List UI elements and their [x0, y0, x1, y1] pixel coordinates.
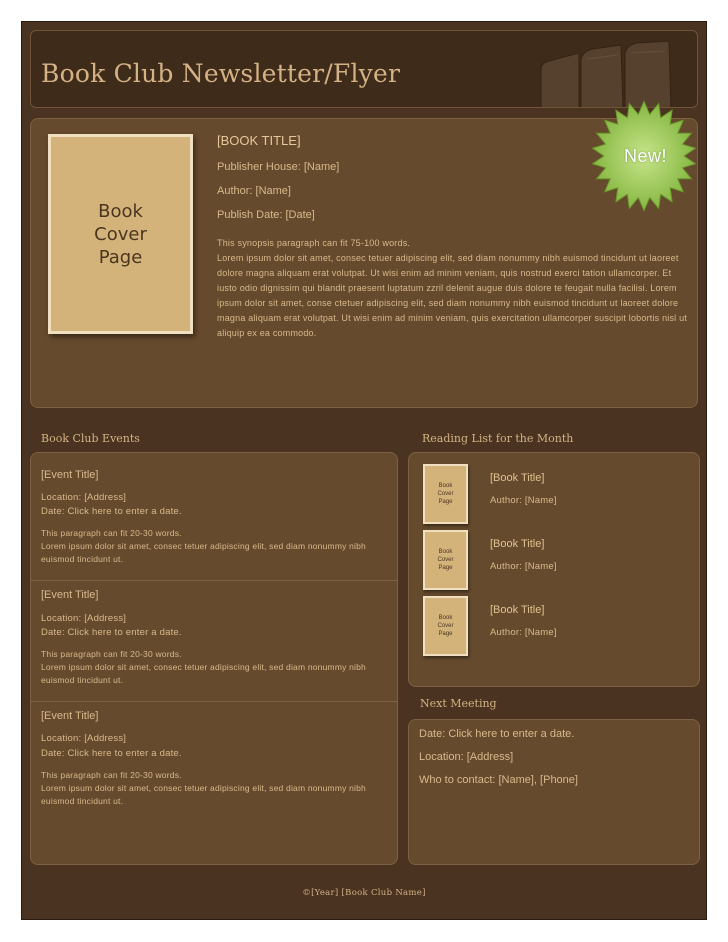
reading-list-panel: [408, 452, 700, 687]
event-divider: [31, 580, 397, 581]
event-paragraph[interactable]: This paragraph can fit 20-30 words. Lorem ipsum dolor sit amet, consec tetuer adipiscing elit, sed diam nonummy nibh euismod tincidunt ut.: [41, 528, 366, 564]
header-banner: [30, 30, 698, 108]
reading-book-author[interactable]: Author: [Name]: [490, 495, 557, 506]
event-paragraph[interactable]: This paragraph can fit 20-30 words. Lorem ipsum dolor sit amet, consec tetuer adipiscing elit, sed diam nonummy nibh euismod tincidunt ut.: [41, 770, 366, 806]
event-date[interactable]: Date: Click here to enter a date.: [41, 506, 182, 517]
next-meeting-heading: Next Meeting: [420, 697, 497, 710]
event-title[interactable]: [Event Title]: [41, 589, 99, 601]
reading-list-heading: Reading List for the Month: [422, 432, 574, 445]
book-cover-thumbnail[interactable]: [423, 596, 468, 656]
cover-text: Book Cover Page: [437, 483, 454, 505]
reading-book-title[interactable]: [Book Title]: [490, 604, 545, 616]
event-location[interactable]: Location: [Address]: [41, 492, 127, 503]
book-cover-thumbnail[interactable]: [423, 530, 468, 590]
cover-text-line: Page: [98, 246, 143, 268]
reading-book-author[interactable]: Author: [Name]: [490, 627, 557, 638]
event-divider: [31, 701, 397, 702]
meeting-contact[interactable]: Who to contact: [Name], [Phone]: [419, 774, 578, 786]
author-field[interactable]: Author: [Name]: [217, 185, 291, 197]
next-meeting-panel: [408, 719, 700, 865]
cover-text: Book Cover Page: [437, 549, 454, 571]
newsletter-page: [21, 21, 707, 920]
cover-text: Book Cover Page: [437, 615, 454, 637]
publisher-field[interactable]: Publisher House: [Name]: [217, 161, 340, 173]
book-cover-thumbnail[interactable]: [423, 464, 468, 524]
publish-date-field[interactable]: Publish Date: [Date]: [217, 209, 315, 221]
reading-book-title[interactable]: [Book Title]: [490, 538, 545, 550]
event-title[interactable]: [Event Title]: [41, 710, 99, 722]
event-date[interactable]: Date: Click here to enter a date.: [41, 748, 182, 759]
newsletter-title: Book Club Newsletter/Flyer: [41, 59, 401, 88]
events-panel: [30, 452, 398, 865]
event-title[interactable]: [Event Title]: [41, 469, 99, 481]
featured-book-title[interactable]: [BOOK TITLE]: [217, 133, 301, 148]
event-date[interactable]: Date: Click here to enter a date.: [41, 627, 182, 638]
event-paragraph[interactable]: This paragraph can fit 20-30 words. Lorem ipsum dolor sit amet, consec tetuer adipiscing elit, sed diam nonummy nibh euismod tincidunt ut.: [41, 649, 366, 685]
cover-text-line: Cover: [94, 223, 147, 245]
reading-book-author[interactable]: Author: [Name]: [490, 561, 557, 572]
cover-text-line: Book: [98, 200, 143, 222]
footer-copyright[interactable]: ©[Year] [Book Club Name]: [302, 888, 426, 898]
meeting-location[interactable]: Location: [Address]: [419, 751, 514, 763]
featured-book-cover[interactable]: [48, 134, 193, 334]
event-location[interactable]: Location: [Address]: [41, 613, 127, 624]
meeting-date[interactable]: Date: Click here to enter a date.: [419, 728, 575, 740]
events-heading: Book Club Events: [41, 432, 140, 445]
synopsis-paragraph[interactable]: This synopsis paragraph can fit 75-100 words. Lorem ipsum dolor sit amet, consec tetuer adipiscing elit, sed diam nonummy nibh euismod tincidunt ut laoreet dolore magna aliquam erat volutpat. Ut wisi enim ad minim veniam, quis nostrud exerci tation ullamcorper. Et iusto odio dignissim qui blandit praesent luptatum zzril delenit augue duis dolore te feugait nulla facilisi. Lorem ipsum dolor sit amet, conse ctetuer adipiscing elit, sed diam nonummy nibh euismod tincidunt ut laoreet dolore magna aliquam erat volutpat. Ut wisi enim ad minim veniam, quis exercitation ullamcorper suscipit lobortis nisl ut aliquip ex ea commodo.: [217, 238, 687, 338]
event-location[interactable]: Location: [Address]: [41, 733, 127, 744]
new-badge-label: New!: [624, 146, 668, 166]
books-illustration: [531, 39, 698, 108]
reading-book-title[interactable]: [Book Title]: [490, 472, 545, 484]
